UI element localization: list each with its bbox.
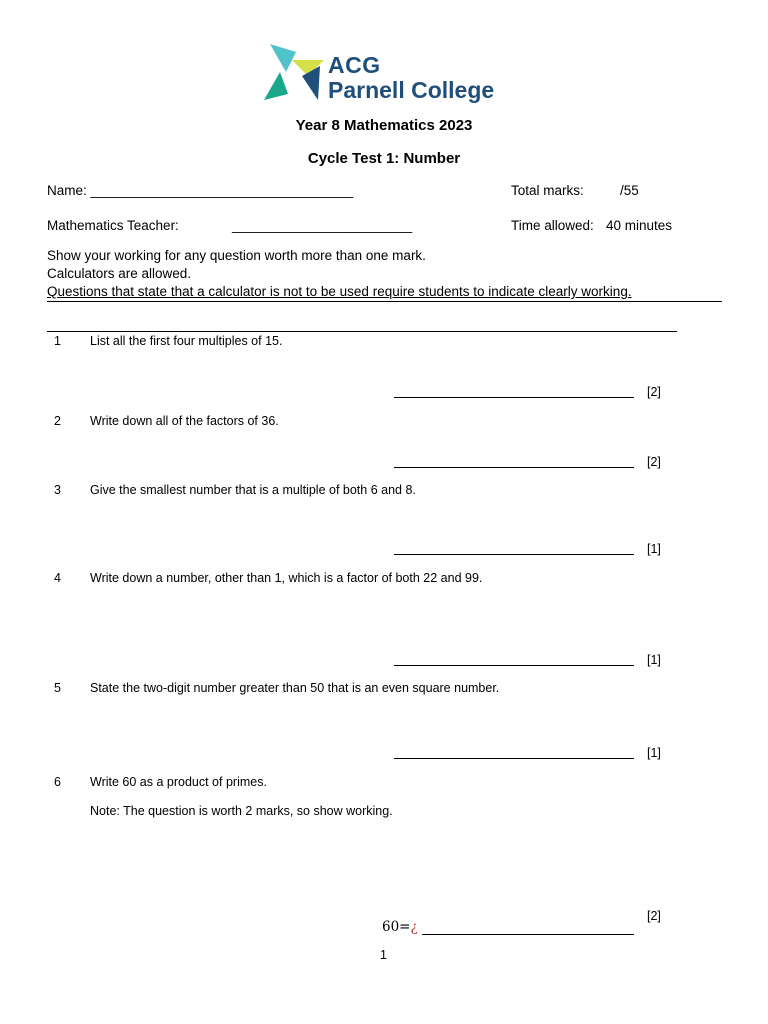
instruction-calculators: Calculators are allowed. (47, 266, 192, 281)
answer-line[interactable] (422, 934, 634, 935)
question-text: Write down all of the factors of 36. (90, 414, 279, 428)
question-number: 3 (54, 483, 61, 497)
teacher-label: Mathematics Teacher: (47, 218, 179, 233)
question-text: Give the smallest number that is a multiple of both 6 and 8. (90, 483, 416, 497)
answer-glyph: ¿ (410, 919, 418, 935)
question-number: 1 (54, 334, 61, 348)
question-number: 2 (54, 414, 61, 428)
time-allowed-label: Time allowed: (511, 218, 594, 233)
question-marks: [2] (647, 455, 661, 469)
question-number: 4 (54, 571, 61, 585)
question-marks: [1] (647, 542, 661, 556)
name-field: Name: ___________________________________ (47, 183, 354, 198)
page-subtitle: Cycle Test 1: Number (307, 150, 461, 167)
logo-text-acg: ACG (328, 52, 381, 78)
instruction-underline (47, 301, 722, 302)
question-number: 5 (54, 681, 61, 695)
page-title: Year 8 Mathematics 2023 (295, 117, 473, 134)
instruction-no-calculator: Questions that state that a calculator is not to be used require students to indicate clearly working. (47, 284, 632, 299)
time-allowed-value: 40 minutes (606, 218, 673, 233)
total-marks-value: /55 (620, 183, 639, 198)
total-marks-label: Total marks: (511, 183, 584, 198)
logo-text-college: Parnell College (328, 77, 495, 103)
answer-line[interactable] (394, 397, 634, 398)
question-marks: [1] (647, 653, 661, 667)
answer-equation (382, 919, 418, 935)
page-number: 1 (380, 948, 387, 962)
question-text: List all the first four multiples of 15. (90, 334, 283, 348)
question-text: State the two-digit number greater than 50 that is an even square number. (90, 681, 500, 695)
instruction-working: Show your working for any question worth more than one mark. (47, 248, 426, 263)
answer-line[interactable] (394, 467, 634, 468)
teacher-line: ________________________ (232, 218, 413, 233)
question-note: Note: The question is worth 2 marks, so show working. (90, 804, 393, 818)
answer-prefix: 60= (382, 919, 411, 935)
answer-line[interactable] (394, 665, 634, 666)
college-logo (262, 42, 512, 106)
answer-line[interactable] (394, 758, 634, 759)
section-divider (47, 331, 677, 332)
logo-mark-icon (262, 42, 326, 106)
question-marks: [2] (647, 909, 661, 923)
question-text: Write down a number, other than 1, which is a factor of both 22 and 99. (90, 571, 483, 585)
answer-line[interactable] (394, 554, 634, 555)
question-text: Write 60 as a product of primes. (90, 775, 267, 789)
question-number: 6 (54, 775, 61, 789)
question-marks: [1] (647, 746, 661, 760)
question-marks: [2] (647, 385, 661, 399)
